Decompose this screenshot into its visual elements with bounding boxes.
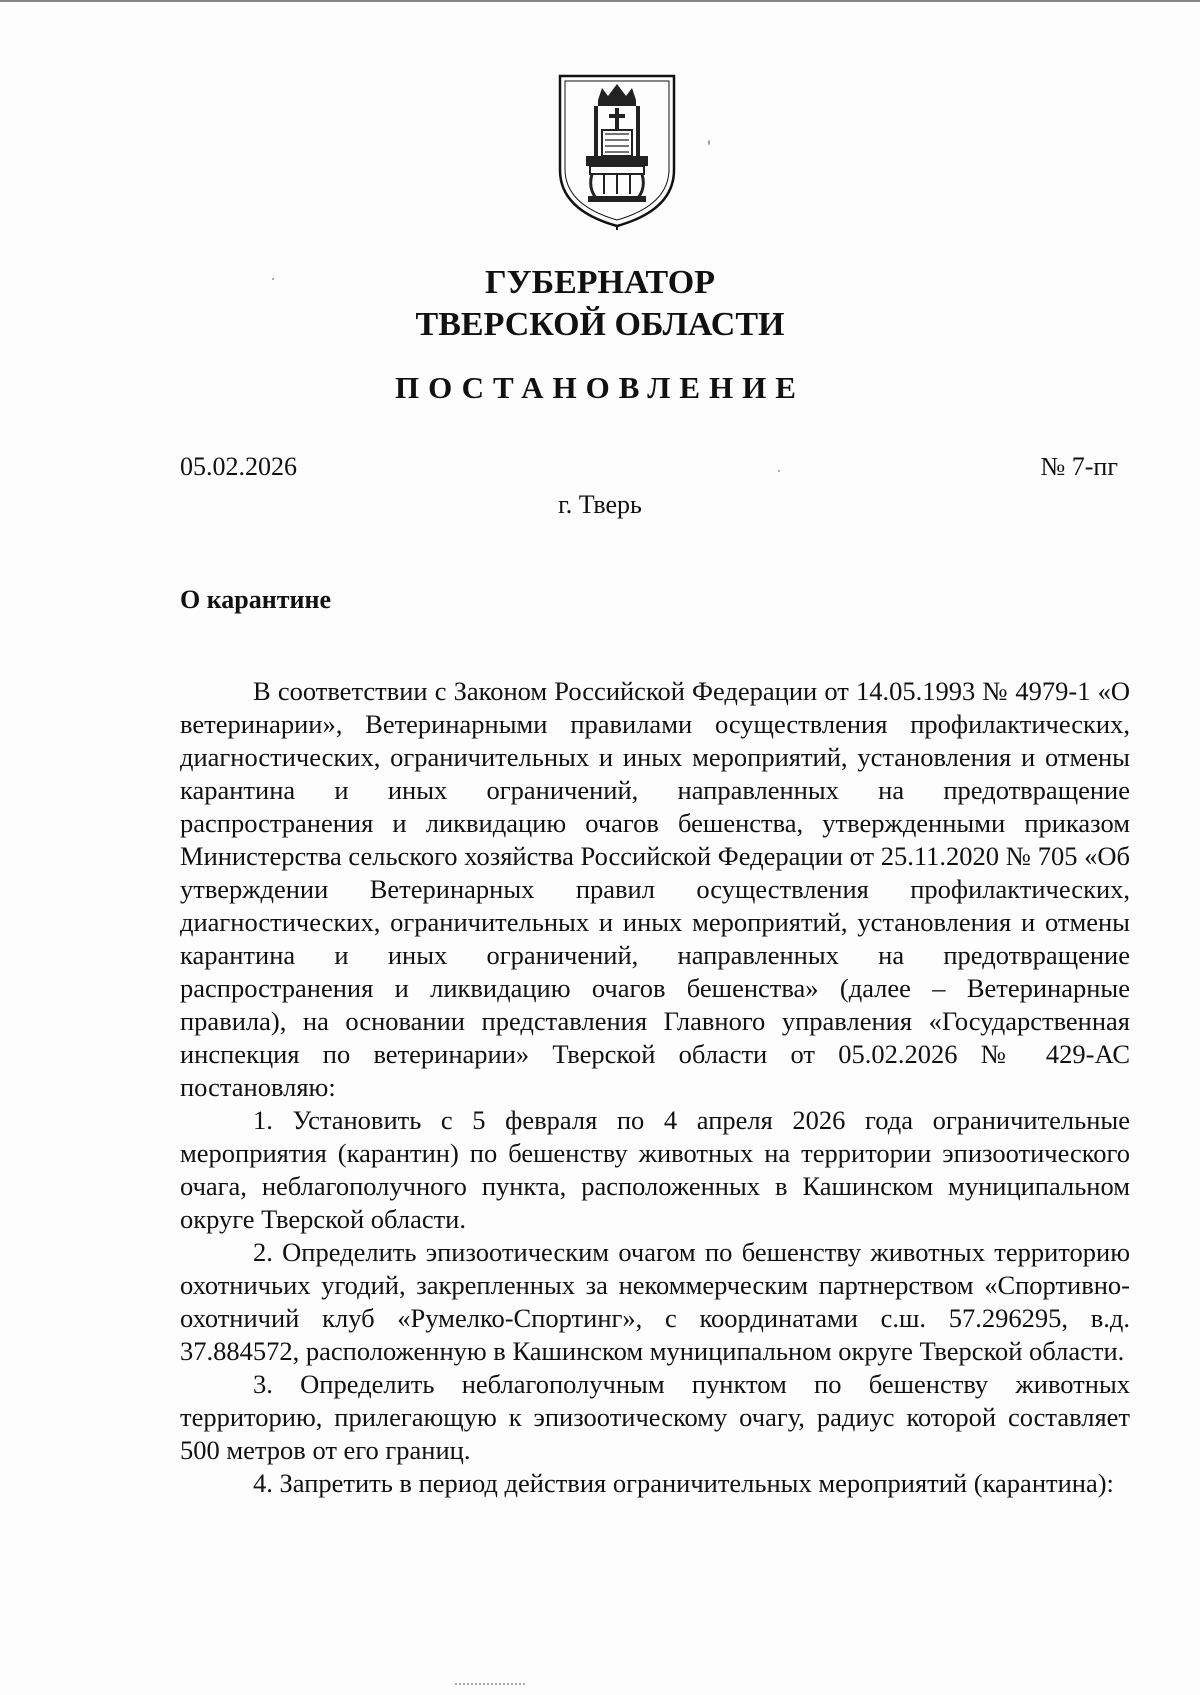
scan-speck [272, 278, 274, 280]
preamble-paragraph: В соответствии с Законом Российской Федерации от 14.05.1993 № 4979-1 «О ветеринарии», Ветеринарными правилами осуществления профилактических, диагностических, ограничительных и иных мероприятий, установления и отмены карантина и иных ограничений, направленных на предотвращение распространения и ликвидацию очагов бешенства, утвержденными приказом Министерства сельского хозяйства Российской Федерации от 25.11.2020 № 705 «Об утверждении Ветеринарных правил осуществления профилактических, диагностических, ограничительных и иных мероприятий, установления и отмены карантина и иных ограничений, направленных на предотвращение распространения и ликвидацию очагов бешенства» (далее – Ветеринарные правила), на основании представления Главного управления «Государственная инспекция по ветеринарии» Тверской области от 05.02.2026 № 429-АС постановляю: [180, 676, 1130, 1102]
clause-paragraph: 1. Установить с 5 февраля по 4 апреля 2026 года ограничительные мероприятия (карантин) по бешенству животных на территории эпизоотического очага, неблагополучного пункта, расположенных в Кашинском муниципальном округе Тверской области. [180, 1105, 1130, 1234]
document-body [180, 675, 1130, 1500]
document-number: № 7-пг [1040, 452, 1118, 481]
scan-edge [0, 0, 1200, 2]
authority-line-2: ТВЕРСКОЙ ОБЛАСТИ [415, 306, 785, 343]
document-subject: О карантине [180, 585, 332, 614]
scan-speck [778, 470, 780, 472]
clause-paragraph: 4. Запретить в период действия ограничительных мероприятий (карантина): [253, 1468, 1114, 1498]
authority-line-1: ГУБЕРНАТОР [485, 264, 715, 301]
document-date: 05.02.2026 [180, 452, 297, 481]
document-city: г. Тверь [558, 490, 642, 519]
document-type: ПОСТАНОВЛЕНИЕ [395, 370, 805, 405]
clause-paragraph: 2. Определить эпизоотическим очагом по бешенству животных территорию охотничьих угодий, закрепленных за некоммерческим партнерством «Спортивно-охотничий клуб «Румелко-Спортинг», с координатами с.ш. 57.296295, в.д. 37.884572, расположенную в Кашинском муниципальном округе Тверской области. [180, 1237, 1130, 1366]
clause-paragraph: 3. Определить неблагополучным пунктом по бешенству животных территорию, прилегающую к эпизоотическому очагу, радиус которой составляет 500 метров от его границ. [180, 1369, 1130, 1465]
tver-coat-of-arms-icon [552, 70, 682, 230]
scan-speck [708, 140, 710, 145]
issuing-authority [0, 262, 1200, 346]
page-footer-mark [455, 1683, 525, 1689]
